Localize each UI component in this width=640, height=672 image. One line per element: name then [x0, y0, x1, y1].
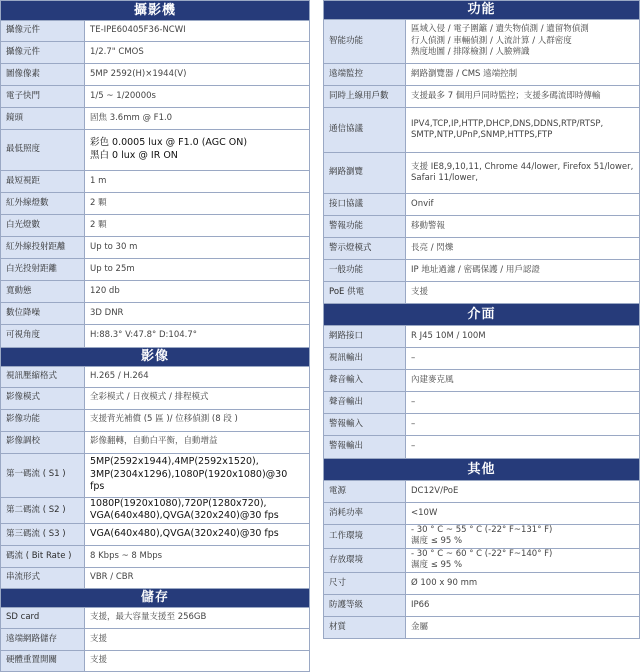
spec-value — [85, 237, 310, 259]
spec-label: 硬體重置開關 — [1, 651, 85, 672]
spec-value — [406, 481, 640, 503]
spec-label: 攝像元件 — [1, 21, 85, 42]
spec-label: 警報輸入 — [324, 414, 406, 436]
spec-row — [1, 453, 310, 497]
spec-value — [85, 215, 310, 237]
spec-value-line: 1 m — [90, 175, 107, 186]
spec-row — [324, 86, 640, 108]
spec-row — [1, 409, 310, 431]
section-title: 儲存 — [1, 589, 310, 608]
spec-label: 防護等級 — [324, 594, 406, 616]
spec-label: 遠端網路儲存 — [1, 629, 85, 651]
spec-value-line: IP66 — [411, 599, 430, 610]
spec-row — [1, 259, 310, 281]
spec-value-line: 支援背光補償 (5 區 )/ 位移偵測 (8 段 ) — [90, 414, 238, 425]
spec-value — [406, 436, 640, 459]
spec-value-line: 支援 IE8,9,10,11, Chrome 44/lower, Firefox 51/lower, — [411, 161, 634, 172]
spec-label: 存放環境 — [324, 548, 406, 572]
spec-label: SD card — [1, 608, 85, 629]
section-header-row — [324, 304, 640, 326]
spec-row — [324, 525, 640, 549]
spec-value — [85, 130, 310, 171]
spec-value — [85, 281, 310, 303]
spec-row — [1, 387, 310, 409]
spec-value — [406, 594, 640, 616]
spec-label: 材質 — [324, 616, 406, 638]
spec-row — [324, 392, 640, 414]
spec-value-line: TE-IPE60405F36-NCWI — [90, 25, 186, 36]
spec-value — [406, 572, 640, 594]
spec-value-line: 支援 — [411, 286, 429, 297]
spec-value-line: R J45 10M / 100M — [411, 330, 486, 341]
spec-value — [406, 216, 640, 238]
spec-label: 攝像元件 — [1, 42, 85, 64]
spec-table-left — [0, 0, 310, 672]
spec-value — [85, 171, 310, 193]
spec-value-line: – — [411, 418, 416, 429]
section-title: 影像 — [1, 348, 310, 367]
spec-row — [324, 282, 640, 304]
spec-value-line: – — [411, 441, 416, 452]
spec-label: 電子快門 — [1, 86, 85, 108]
spec-value — [85, 303, 310, 325]
section-header-row — [1, 348, 310, 367]
spec-row — [1, 651, 310, 672]
spec-value-line: 1080P(1920x1080),720P(1280x720), — [90, 497, 267, 509]
spec-label: 影像功能 — [1, 409, 85, 431]
spec-label: 影像模式 — [1, 387, 85, 409]
spec-row — [1, 237, 310, 259]
spec-label: 最短視距 — [1, 171, 85, 193]
section-title: 功能 — [324, 1, 640, 20]
spec-value-line: 網路瀏覽器 / CMS 遠端控制 — [411, 68, 518, 79]
spec-label: 消耗功率 — [324, 503, 406, 525]
spec-label: 可視角度 — [1, 325, 85, 348]
spec-label: 接口協議 — [324, 194, 406, 216]
spec-label: 一般功能 — [324, 260, 406, 282]
spec-value-line: Up to 25m — [90, 263, 135, 274]
spec-row — [1, 303, 310, 325]
spec-label: 第二碼流 ( S2 ) — [1, 497, 85, 524]
spec-row — [1, 524, 310, 546]
spec-value — [406, 548, 640, 572]
spec-value — [85, 546, 310, 568]
spec-row — [1, 215, 310, 237]
spec-label: 警報輸出 — [324, 436, 406, 459]
spec-label: 圖像像素 — [1, 64, 85, 86]
spec-row — [1, 42, 310, 64]
section-header-row — [324, 1, 640, 20]
spec-label: 通信協議 — [324, 108, 406, 153]
spec-value — [85, 108, 310, 130]
section-title: 介面 — [324, 304, 640, 326]
spec-value-line: 區域入侵 / 電子圍籬 / 遺失物偵測 / 遺留物偵測 — [411, 24, 589, 35]
spec-label: 遠端監控 — [324, 64, 406, 86]
spec-column-right — [323, 0, 640, 639]
spec-label: PoE 供電 — [324, 282, 406, 304]
spec-value — [85, 497, 310, 524]
spec-value — [85, 259, 310, 281]
spec-row — [324, 503, 640, 525]
spec-row — [324, 194, 640, 216]
spec-value-line: VGA(640x480),QVGA(320x240)@30 fps — [90, 510, 279, 522]
spec-value — [406, 370, 640, 392]
spec-row — [1, 130, 310, 171]
spec-label: 聲音輸入 — [324, 370, 406, 392]
spec-value-line: H:88.3° V:47.8° D:104.7° — [90, 330, 197, 341]
spec-value — [85, 409, 310, 431]
spec-row — [324, 370, 640, 392]
spec-value-line: IPV4,TCP,IP,HTTP,DHCP,DNS,DDNS,RTP/RTSP, — [411, 118, 604, 129]
spec-row — [324, 216, 640, 238]
spec-row — [324, 436, 640, 459]
spec-value — [406, 238, 640, 260]
spec-value — [85, 325, 310, 348]
spec-value-line: Up to 30 m — [90, 241, 138, 252]
spec-value — [85, 524, 310, 546]
spec-value-line: 120 db — [90, 285, 120, 296]
spec-row — [1, 171, 310, 193]
section-header-row — [324, 459, 640, 481]
spec-row — [324, 548, 640, 572]
spec-row — [1, 64, 310, 86]
spec-row — [324, 414, 640, 436]
spec-column-left — [0, 0, 310, 672]
spec-label: 警報功能 — [324, 216, 406, 238]
spec-value — [85, 21, 310, 42]
spec-value-line: 濕度 ≤ 95 % — [411, 536, 463, 547]
spec-row — [1, 546, 310, 568]
spec-table-right — [323, 0, 640, 639]
spec-value-line: 支援 — [90, 633, 108, 644]
spec-value-line: 長亮 / 閃爍 — [411, 242, 454, 253]
spec-label: 工作環境 — [324, 525, 406, 549]
spec-row — [324, 616, 640, 638]
spec-value-line: – — [411, 396, 416, 407]
spec-label: 警示燈模式 — [324, 238, 406, 260]
spec-value-line: 1/2.7" CMOS — [90, 46, 144, 57]
spec-value — [85, 86, 310, 108]
spec-value-line: 5MP(2592x1944),4MP(2592x1520), — [90, 455, 259, 467]
spec-value-line: 3MP(2304x1296),1080P(1920x1080)@30 fps — [90, 468, 288, 493]
spec-value — [85, 453, 310, 497]
spec-value — [406, 282, 640, 304]
spec-row — [324, 20, 640, 64]
spec-label: 影像調校 — [1, 431, 85, 453]
spec-row — [1, 568, 310, 589]
spec-value-line: VBR / CBR — [90, 572, 134, 583]
spec-row — [324, 572, 640, 594]
spec-label: 網路接口 — [324, 326, 406, 348]
spec-value-line: 全彩模式 / 日夜模式 / 排程模式 — [90, 392, 209, 403]
spec-row — [1, 193, 310, 215]
spec-row — [324, 153, 640, 194]
section-header-row — [1, 589, 310, 608]
spec-row — [1, 325, 310, 348]
spec-value-line: - 30 ° C ~ 55 ° C (-22° F~131° F) — [411, 525, 553, 535]
spec-row — [324, 238, 640, 260]
spec-row — [324, 594, 640, 616]
spec-value-line: 影像翻轉，自動白平衡，自動增益 — [90, 436, 218, 447]
section-title: 其他 — [324, 459, 640, 481]
spec-value — [406, 153, 640, 194]
spec-value-line: <10W — [411, 507, 438, 518]
spec-value-line: Onvif — [411, 198, 434, 209]
spec-row — [1, 86, 310, 108]
spec-value-line: DC12V/PoE — [411, 485, 459, 496]
spec-label: 數位降噪 — [1, 303, 85, 325]
spec-row — [324, 64, 640, 86]
spec-label: 網路瀏覽 — [324, 153, 406, 194]
spec-value — [85, 431, 310, 453]
spec-row — [324, 348, 640, 370]
spec-value-line: SMTP,NTP,UPnP,SNMP,HTTPS,FTP — [411, 130, 553, 140]
spec-value-line: Ø 100 x 90 mm — [411, 577, 478, 588]
spec-value — [85, 568, 310, 589]
spec-label: 同時上線用戶數 — [324, 86, 406, 108]
spec-value — [85, 64, 310, 86]
spec-value-line: 3D DNR — [90, 307, 124, 318]
spec-value-line: 固焦 3.6mm @ F1.0 — [90, 112, 173, 123]
spec-label: 白光燈數 — [1, 215, 85, 237]
spec-label: 視訊壓縮格式 — [1, 366, 85, 387]
spec-value — [85, 42, 310, 64]
spec-value-line: 2 顆 — [90, 197, 107, 208]
spec-row — [324, 108, 640, 153]
spec-value-line: 行人偵測 / 車輛偵測 / 人流計算 / 人群密度 — [411, 35, 572, 46]
spec-value — [406, 392, 640, 414]
spec-label: 電源 — [324, 481, 406, 503]
spec-label: 智能功能 — [324, 20, 406, 64]
spec-value — [406, 194, 640, 216]
spec-row — [1, 21, 310, 42]
spec-value-line: 熱度地圖 / 排隊檢測 / 人臉辨識 — [411, 47, 530, 58]
section-header-row — [1, 1, 310, 21]
spec-row — [1, 366, 310, 387]
spec-value — [85, 651, 310, 672]
spec-value-line: 彩色 0.0005 lux @ F1.0 (AGC ON) — [90, 137, 248, 149]
spec-value-line: 1/5 ~ 1/20000s — [90, 90, 156, 101]
spec-value-line: 支援 — [90, 655, 108, 666]
spec-row — [324, 260, 640, 282]
spec-value-line: 8 Kbps ~ 8 Mbps — [90, 550, 163, 561]
spec-value-line: Safari 11/lower, — [411, 173, 478, 183]
spec-value — [406, 348, 640, 370]
spec-label: 紅外線投射距離 — [1, 237, 85, 259]
spec-value — [406, 108, 640, 153]
spec-value-line: – — [411, 352, 416, 363]
spec-value — [406, 86, 640, 108]
spec-value-line: 支援，最大容量支援至 256GB — [90, 612, 207, 623]
spec-value — [406, 414, 640, 436]
spec-row — [1, 431, 310, 453]
spec-value-line: - 30 ° C ~ 60 ° C (-22° F~140° F) — [411, 548, 553, 559]
spec-label: 最低照度 — [1, 130, 85, 171]
spec-label: 紅外線燈數 — [1, 193, 85, 215]
spec-value — [406, 64, 640, 86]
spec-value — [406, 525, 640, 549]
spec-value-line: 金屬 — [411, 621, 429, 632]
spec-row — [1, 281, 310, 303]
spec-row — [1, 108, 310, 130]
spec-label: 寬動態 — [1, 281, 85, 303]
spec-label: 視訊輸出 — [324, 348, 406, 370]
spec-value — [85, 387, 310, 409]
spec-value-line: 濕度 ≤ 95 % — [411, 560, 463, 571]
spec-label: 第三碼流 ( S3 ) — [1, 524, 85, 546]
spec-value-line: 內建麥克風 — [411, 374, 454, 385]
spec-label: 聲音輸出 — [324, 392, 406, 414]
spec-row — [324, 481, 640, 503]
spec-value — [406, 503, 640, 525]
spec-value-line: IP 地址過濾 / 密碼保護 / 用戶認證 — [411, 264, 540, 275]
spec-label: 第一碼流 ( S1 ) — [1, 453, 85, 497]
spec-label: 鏡頭 — [1, 108, 85, 130]
spec-value — [406, 260, 640, 282]
spec-value — [406, 616, 640, 638]
spec-value — [85, 608, 310, 629]
section-title: 攝影機 — [1, 1, 310, 21]
spec-value-line: VGA(640x480),QVGA(320x240)@30 fps — [90, 528, 279, 540]
spec-value — [406, 326, 640, 348]
spec-value — [406, 20, 640, 64]
spec-row — [1, 608, 310, 629]
spec-value-line: H.265 / H.264 — [90, 370, 149, 381]
spec-value-line: 移動警報 — [411, 220, 446, 231]
spec-value-line: 黑白 0 lux @ IR ON — [90, 150, 178, 161]
spec-value-line: 5MP 2592(H)×1944(V) — [90, 68, 187, 79]
spec-value-line: 2 顆 — [90, 219, 107, 230]
spec-value-line: 支援最多 7 個用戶同時監控；支援多碼流即時傳輸 — [411, 90, 601, 101]
spec-row — [324, 326, 640, 348]
spec-value — [85, 193, 310, 215]
spec-label: 碼流 ( Bit Rate ) — [1, 546, 85, 568]
spec-label: 白光投射距離 — [1, 259, 85, 281]
spec-value — [85, 366, 310, 387]
spec-label: 串流形式 — [1, 568, 85, 589]
spec-row — [1, 497, 310, 524]
spec-label: 尺寸 — [324, 572, 406, 594]
